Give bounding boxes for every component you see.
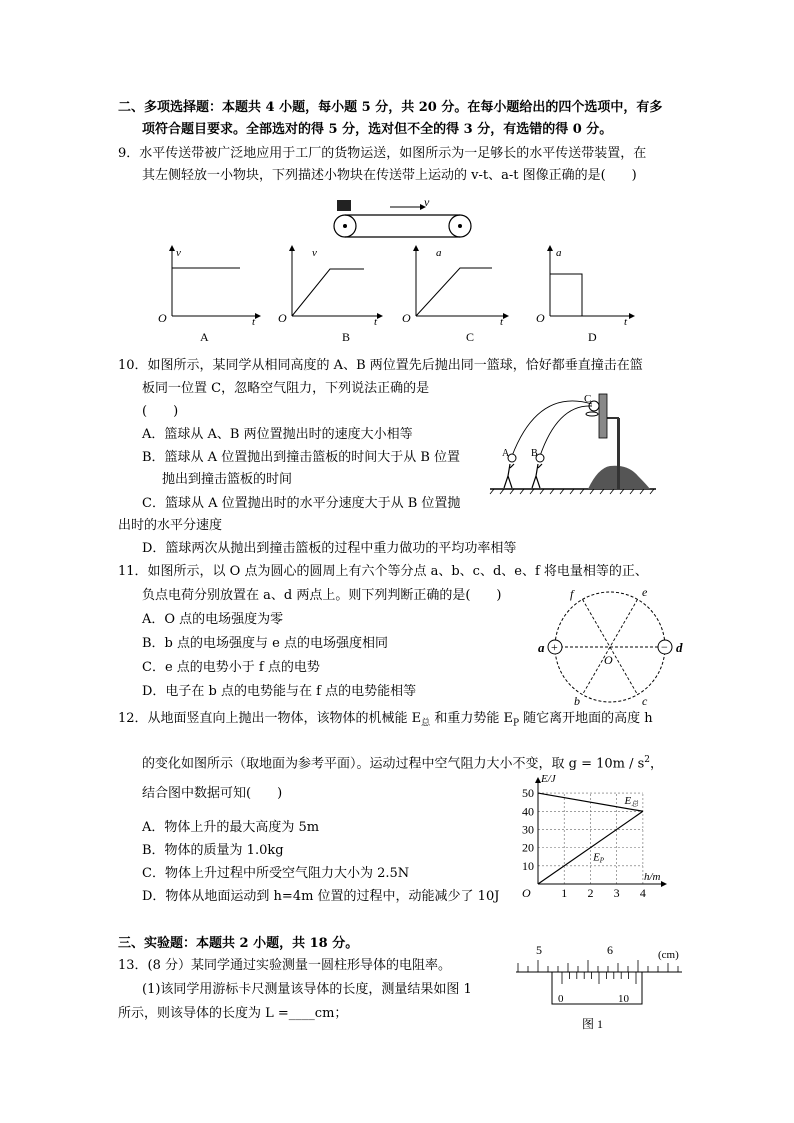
q10-option-b-line1: B．篮球从 A 位置抛出到撞击篮板的时间大于从 B 位置 — [142, 450, 461, 465]
belt-v-label: v — [424, 196, 430, 209]
graph-c-origin: O — [402, 311, 411, 325]
q10-option-a: A．篮球从 A、B 两位置抛出时的速度大小相等 — [142, 427, 413, 442]
y-tick-label-10: 10 — [522, 858, 534, 873]
y-tick-label-50: 50 — [522, 786, 534, 801]
graph-b-x-label: t — [374, 316, 378, 328]
graph-c-option-label: C — [466, 330, 475, 344]
vernier-scale-0: 0 — [558, 993, 564, 1005]
graph-c-y-label: a — [436, 247, 442, 259]
graph-c-x-label: t — [500, 316, 504, 328]
trajectory-b — [540, 406, 592, 456]
conveyor-belt-figure — [320, 196, 476, 242]
main-scale-ticks — [518, 960, 678, 972]
point-a-label: a — [538, 640, 545, 655]
q11-option-a: A．O 点的电场强度为零 — [142, 612, 284, 627]
graph-b — [278, 246, 382, 344]
q9-graphs — [150, 240, 640, 348]
graph-b-curve — [292, 269, 364, 316]
person-a — [504, 464, 514, 488]
q12-l1c: 随它离开地面的高度 h — [519, 711, 653, 726]
q9-stem-line2: 其左侧轻放一小物块，下列描述小物块在传送带上运动的 v-t、a-t 图像正确的是( ) — [142, 168, 637, 183]
main-scale-5: 5 — [536, 943, 542, 957]
hoop-pole — [617, 418, 620, 489]
graph-a-x-label: t — [252, 316, 256, 328]
fig-label-a: A — [502, 448, 510, 459]
trajectory-a — [512, 401, 592, 456]
q10-stem-line3: ( ) — [142, 404, 179, 419]
section2-heading-line1: 二、多项选择题：本题共 4 小题，每小题 5 分，共 20 分。在每小题给出的四个选项中，有多 — [118, 100, 663, 115]
graph-d-curve — [550, 274, 582, 316]
graph-d-origin: O — [536, 311, 545, 325]
series-e-total-label: E总 — [624, 795, 639, 808]
belt-left-axle — [343, 224, 347, 228]
q11-stem-line1: 11．如图所示，以 O 点为圆心的圆周上有六个等分点 a、b、c、d、e、f 将电量相等的正、 — [118, 564, 648, 579]
q10-stem-line2: 板同一位置 C，忽略空气阻力，下列说法正确的是 — [142, 381, 430, 396]
vernier-scale-ticks — [562, 972, 636, 984]
section2-heading-line2: 项符合题目要求。全部选对的得 5 分，选对但不全的得 3 分，有选错的得 0 分。 — [142, 122, 613, 137]
x-tick-label-4: 4 — [639, 886, 646, 900]
graph-a-option-label: A — [200, 330, 209, 344]
q12-stem-line3: 结合图中数据可知( ) — [142, 786, 283, 801]
q12-stem-line2 — [142, 752, 663, 772]
q12-l1-sub: 总 — [421, 718, 431, 729]
negative-sign: − — [661, 640, 668, 654]
graph-b-y-label: v — [312, 247, 317, 259]
y-tick-label-30: 30 — [522, 822, 534, 837]
graph-b-option-label: B — [342, 330, 351, 344]
q13-stem-line1: 13．(8 分）某同学通过实验测量一圆柱形导体的电阻率。 — [118, 958, 452, 973]
q12-l1b: 和重力势能 E — [430, 711, 513, 726]
q11-option-c: C．e 点的电势小于 f 点的电势 — [142, 660, 320, 675]
x-tick-label-3: 3 — [613, 886, 620, 900]
point-e-label: e — [642, 585, 648, 599]
q12-option-a: A．物体上升的最大高度为 5m — [142, 820, 320, 835]
graph-a-y-label: v — [176, 247, 181, 259]
graph-d-option-label: D — [588, 330, 597, 344]
point-o-label: O — [604, 653, 613, 667]
q13-stem-line3: 所示，则该导体的长度为 L =____cm； — [118, 1006, 348, 1021]
q13-stem-line2: (1)该同学用游标卡尺测量该导体的长度，测量结果如图 1 — [142, 982, 472, 997]
fig-label-c: C — [584, 393, 592, 405]
scale-unit: (cm) — [658, 949, 679, 961]
main-scale-6: 6 — [607, 943, 613, 957]
energy-height-chart — [516, 772, 678, 902]
q11-option-b: B．b 点的电场强度与 e 点的电场强度相同 — [142, 636, 388, 651]
x-tick-label-2: 2 — [587, 886, 594, 900]
basketball-figure — [488, 388, 658, 496]
graph-c-curve — [416, 268, 492, 316]
backboard — [599, 394, 607, 438]
q12-l1-sub2: P — [512, 718, 520, 729]
y-tick-label-40: 40 — [522, 804, 534, 819]
positive-sign: + — [551, 640, 558, 654]
belt-right-axle — [458, 224, 462, 228]
belt-block — [337, 200, 351, 211]
x-tick-label-1: 1 — [561, 886, 568, 900]
q11-option-d: D．电子在 b 点的电势能与在 f 点的电势能相等 — [142, 684, 417, 699]
hoop-rim — [586, 412, 598, 416]
q12-option-b: B．物体的质量为 1.0kg — [142, 843, 284, 858]
q11-stem-line2: 负点电荷分别放置在 a、d 两点上。则下列判断正确的是( ) — [142, 588, 502, 603]
q10-stem-line1: 10．如图所示，某同学从相同高度的 A、B 两位置先后抛出同一篮球，恰好都垂直撞击在篮 — [118, 358, 643, 373]
figure-1-caption: 图 1 — [582, 1017, 604, 1031]
q12-l2-sup: 2 — [644, 755, 651, 765]
vernier-scale-10: 10 — [618, 993, 629, 1005]
point-b-label: b — [574, 694, 580, 708]
q10-option-d: D．篮球两次从抛出到撞击篮板的过程中重力做功的平均功率相等 — [142, 541, 517, 556]
point-c-label: c — [642, 694, 648, 708]
graph-a — [158, 246, 260, 344]
chart-x-axis-label: h/m — [644, 871, 661, 883]
q12-l2a: 的变化如图所示（取地面为参考平面）。运动过程中空气阻力大小不变，取 g = 10m / s — [142, 756, 645, 772]
q12-l2b: ， — [650, 756, 664, 772]
fig-label-b: B — [531, 448, 538, 459]
q10-option-b-line2: 抛出到撞击篮板的时间 — [162, 472, 293, 487]
q12-stem-line1 — [118, 711, 653, 732]
graph-c — [402, 246, 508, 344]
graph-d-x-label: t — [624, 316, 628, 328]
q10-option-c-line1: C．篮球从 A 位置抛出时的水平分速度大于从 B 位置抛 — [142, 496, 461, 511]
q12-l1a: 12．从地面竖直向上抛出一物体，该物体的机械能 E — [118, 711, 422, 726]
series-ep-label: EP — [593, 851, 605, 865]
vernier-caliper-figure — [510, 940, 690, 1036]
y-tick-label-20: 20 — [522, 840, 534, 855]
chart-y-axis-label: E/J — [541, 773, 556, 785]
q12-option-d: D．物体从地面运动到 h=4m 位置的过程中，动能减少了 10J — [142, 889, 500, 904]
graph-d — [536, 246, 634, 344]
person-b — [532, 464, 542, 488]
charge-circle-figure — [536, 584, 686, 708]
section3-heading: 三、实验题：本题共 2 小题，共 18 分。 — [118, 936, 359, 951]
q10-option-c-line2: 出时的水平分速度 — [118, 518, 223, 533]
chart-origin-label: O — [522, 886, 531, 900]
point-d-label: d — [676, 640, 683, 655]
graph-d-y-label: a — [556, 247, 562, 259]
graph-b-origin: O — [278, 311, 287, 325]
q12-option-c: C．物体上升过程中所受空气阻力大小为 2.5N — [142, 866, 410, 881]
point-f-label: f — [570, 587, 574, 601]
q9-stem-line1: 9．水平传送带被广泛地应用于工厂的货物运送，如图所示为一足够长的水平传送带装置，在 — [118, 146, 647, 161]
graph-a-origin: O — [158, 311, 167, 325]
